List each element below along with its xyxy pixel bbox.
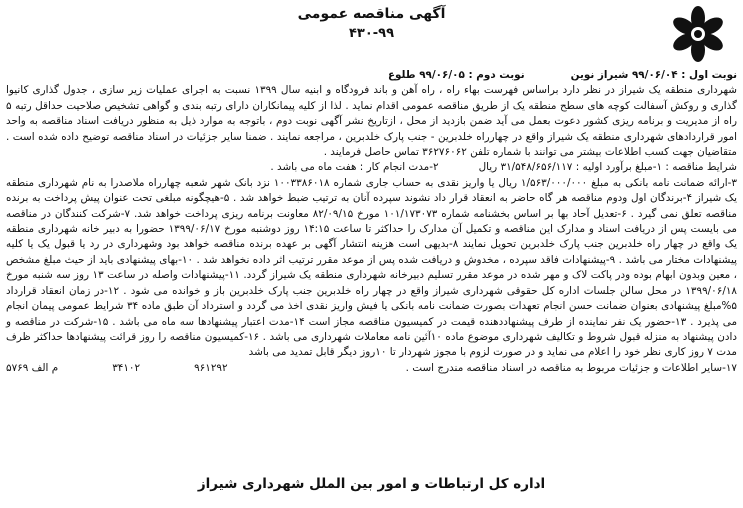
footer-title: اداره کل ارتباطات و امور بین الملل شهرداری شیراز — [197, 476, 546, 492]
last-condition-row — [6, 361, 737, 376]
conditions-row — [6, 160, 737, 175]
conditions-paragraph: ۳-ارائه ضمانت نامه بانکی به مبلغ ۱/۵۶۳/۰۰۰/۰۰۰ ریال یا واریز نقدی به حساب جاری شماره ۱۰۰۳۳۸۶۰۱۸ نزد بانک شهر شعبه چهارراه ملاصدرا به نام شهرداری منطقه یک شیراز ۴-برندگان اول ودوم مناقصه هر گاه حاضر به انعقاد قرار داد نشوند سپرده آنان به ترتیب ضبط خواهد شد . ۵-هیچگونه مبلغی تحت عنوان پیش پرداخت به برنده مناقصه تعلق نمی گیرد . ۶-تعدیل آحاد بها بر اساس بخشنامه شماره ۱۰۱/۱۷۳۰۷۳ مورخ ۸۲/۰۹/۱۵ معاونت برنامه ریزی پرداخت خواهد شد. ۷-شرکت کنندگان در مناقصه می بایست پس از دریافت اسناد و مدارک این مناقصه و تکمیل آن مدارک را حداکثر تا ساعت ۱۴:۱۵ روز دوشنبه مورخ ۱۳۹۹/۰۶/۱۷ حضورا به دبیر خانه شهرداری منطقه یک واقع در چهار راه خلدبرین جنب پارک خلدبرین تحویل نمایند ۸-بدیهی است هزینه انتشار آگهی بر عهده برنده مناقصه خواهد بود وشهرداری در رد یا قبول یک یا کلیه پیشنهادات مختار می باشد . ۹-پیشنهادات فاقد سپرده ، مخدوش و دریافت شده پس از موعد مقرر ترتیب اثر داده نخواهد شد . ۱۰-بهای پیشنهادی باید از حیث مبلغ مشخص ، معین وبدون ابهام بوده ودر پاکت لاک و مهر شده در موعد مقرر تسلیم دبیرخانه شهرداری منطقه یک شیراز گردد. ۱۱-پیشنهادات واصله در ساعت ۱۳ روز سه شنبه مورخ ۱۳۹۹/۰۶/۱۸ در محل سالن جلسات اداره کل حقوقی شهرداری شیراز واقع در چهار راه خلدبرین جنب پارک خلدبرین باز و خوانده می شود . ۱۲-در زمان انعقاد قرارداد ۵%مبلغ پیشنهادی بعنوان ضمانت حسن انجام تعهدات بصورت ضمانت نامه بانکی یا فیش واریز نقدی اخذ می گردد و استرداد آن طبق ماده ۳۴ شرایط عمومی پیمان انجام می پذیرد . ۱۳-حضور یک نفر نماینده از طرف پیشنهاددهنده قیمت در کمیسیون مناقصه مجاز است ۱۴-مدت اعتبار پیشنهادها سه ماه می باشد . ۱۵-شرکت در مناقصه و دادن پیشنهاد به منزله قبول شروط و تکالیف شهرداری موضوع ماده ۱۰آئین نامه معاملات شهرداری می باشد . ۱۶-کمیسیون مناقصه را روز قرائت پیشنهادها حداکثر ظرف مدت ۷ روز کاری نظر خود را اعلام می نماید و در صورت لزوم با مجوز شهردار تا ۱۰روز دیگر قابل تمدید می باشد — [6, 176, 738, 359]
code-a: ۹۶۱۲۹۲ — [194, 361, 228, 374]
first-publication: نوبت اول : ۹۹/۰۶/۰۴ شیراز نوین — [570, 69, 737, 81]
publication-row — [6, 68, 737, 83]
condition-17: ۱۷-سایر اطلاعات و جزئیات مربوط به مناقصه در اسناد مناقصه مندرج است . — [405, 361, 737, 374]
intro-paragraph: شهرداری منطقه یک شیراز در نظر دارد براساس فهرست بهاء راه ، راه آهن و باند فرودگاه و ابنیه سال ۱۳۹۹ نسبت به اجرای عملیات زیر سازی ، جدول گذاری کانیوا گذاری و روکش آسفالت کوچه های سطح منطقه یک از طریق مناقصه عمومی اقدام نماید . لذا از کلیه پیمانکاران دارای رتبه بندی و گواهی تشخیص صلاحیت حداقل رتبه ۵ راه از مدیریت و برنامه ریزی کشور دعوت بعمل می آید ضمن بازدید از محل ، ازتاریخ نشر آگهی نوبت دوم ، باتوجه به موارد ذیل به منظور دریافت اسناد مناقصه به واحد امور قراردادهای شهرداری منطقه یک شیراز واقع در چهارراه خلدبرین - جنب پارک خلدبرین ، مراجعه نمایند . ضمنا سایر جزئیات در اسناد مناقصه توضیح داده شده است . متقاضیان جهت کسب اطلاعات بیشتر می توانند با شماره تلفن ۳۶۲۷۶۰۶۲ تماس حاصل فرمایند . — [6, 84, 737, 159]
code-b: ۳۴۱۰۲ — [112, 361, 141, 374]
notice-title: آگهی مناقصه عمومی — [297, 6, 446, 22]
condition-duration: ۲-مدت انجام کار : هفت ماه می باشد . — [270, 161, 439, 174]
footer-codes — [6, 361, 228, 376]
notice-number: ۴۳۰-۹۹ — [348, 26, 395, 41]
code-c: م الف ۵۷۶۹ — [6, 361, 59, 374]
condition-estimate: شرایط مناقصه : ۱-مبلغ برآورد اولیه : ۳۱/۵۴۸/۶۵۶/۱۱۷ ریال — [478, 161, 737, 174]
notice-body — [6, 68, 737, 376]
second-publication: نوبت دوم : ۹۹/۰۶/۰۵ طلوع — [387, 69, 525, 81]
